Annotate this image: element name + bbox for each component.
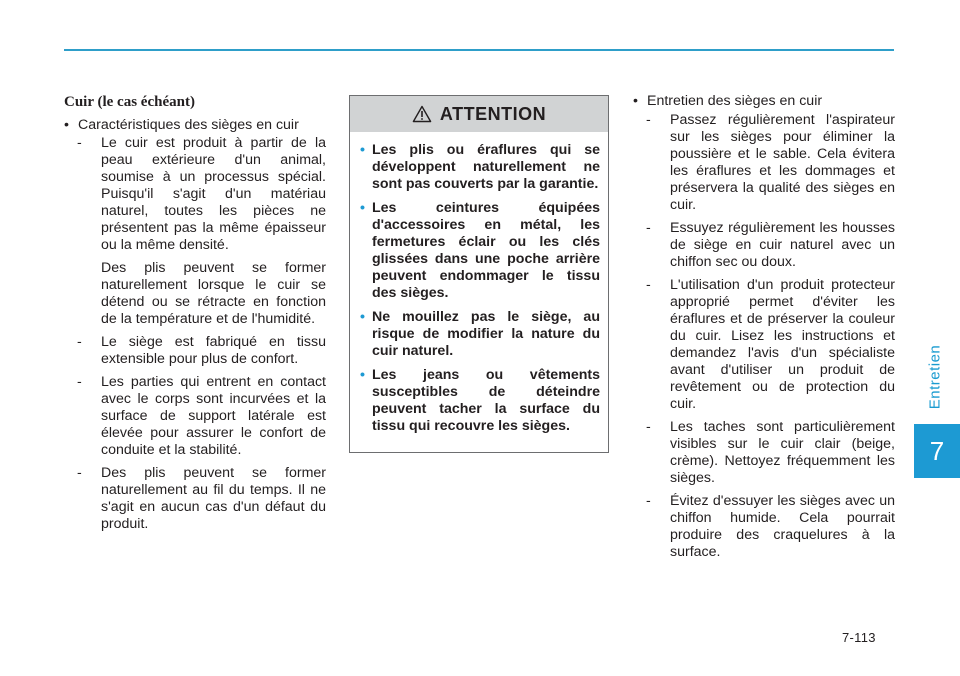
list-item — [646, 277, 895, 413]
list-item-text: Passez régulièrement l'aspirateur sur les sièges pour éliminer la poussière et le sable. Cela évitera les éraflures et les dommages et préservera la qualité des sièges en cuir. — [670, 112, 895, 213]
attention-box — [349, 95, 609, 453]
list-item — [646, 419, 895, 487]
list-item-text: Essuyez régulièrement les housses de siège en cuir naturel avec un chiffon sec ou doux. — [670, 220, 895, 270]
list-item-text: Les taches sont particulièrement visibles sur le cuir clair (beige, crème). Nettoyez fréquemment les sièges. — [670, 419, 895, 486]
list-item-text: Les parties qui entrent en contact avec le corps sont incurvées et la surface de support latérale est élevée pour assurer le confort de conduite et la stabilité. — [101, 374, 326, 458]
attention-title: ATTENTION — [439, 103, 547, 124]
attention-body — [350, 132, 608, 435]
top-rule — [64, 49, 894, 51]
dash-marker: - — [77, 334, 82, 350]
attention-item: • Ne mouillez pas le siège, au risque de modifier la nature du cuir naturel. — [360, 309, 600, 360]
dash-marker: - — [77, 374, 82, 390]
list-item — [646, 220, 895, 271]
dash-marker: - — [646, 220, 651, 236]
list-item — [77, 465, 326, 533]
bullet-item: • Caractéristiques des sièges en cuir — [64, 117, 326, 134]
section-heading: Cuir (le cas échéant) — [64, 94, 195, 110]
bullet-item: • Entretien des sièges en cuir — [633, 93, 895, 110]
list-item — [646, 493, 895, 561]
page-number: 7-113 — [842, 630, 876, 645]
list-item — [646, 112, 895, 214]
dash-marker: - — [646, 277, 651, 293]
left-column — [64, 93, 326, 539]
right-column — [633, 93, 895, 567]
list-item-text: Le cuir est produit à partir de la peau extérieure d'un animal, soumise à un processus spécial. Puisqu'il s'agit d'un matériau naturel, toutes les pièces ne présentent pas la même épaisseur ou la même densité. — [101, 135, 326, 253]
dash-marker: - — [646, 419, 651, 435]
chapter-tab: 7 — [914, 424, 960, 478]
attention-item: • Les ceintures équipées d'accessoires en métal, les fermetures éclair ou les clés glissées dans une poche arrière peuvent endommager le tissu des sièges. — [360, 200, 600, 302]
list-paragraph: Des plis peuvent se former naturellement lorsque le cuir se détend ou se rétracte en fonction de la température et de l'humidité. — [101, 260, 326, 327]
list-item-text: Des plis peuvent se former naturellement au fil du temps. Il ne s'agit en aucun cas d'un défaut du produit. — [101, 465, 326, 532]
list-item — [77, 334, 326, 368]
dash-marker: - — [646, 112, 651, 128]
list-item — [77, 135, 326, 254]
attention-item: • Les plis ou éraflures qui se développent naturellement ne sont pas couverts par la garantie. — [360, 142, 600, 193]
dash-marker: - — [646, 493, 651, 509]
attention-header — [350, 96, 608, 132]
dash-marker: - — [77, 465, 82, 481]
list-item-text: Le siège est fabriqué en tissu extensible pour plus de confort. — [101, 334, 326, 367]
warning-triangle-icon — [412, 105, 432, 123]
dash-marker: - — [77, 135, 82, 151]
list-item-text: L'utilisation d'un produit protecteur approprié permet d'éviter les éraflures et de préserver la couleur du cuir. Lisez les instructions et demandez l'avis d'un spécialiste avant d'utiliser un produit de revêtement ou de protection du cuir. — [670, 277, 895, 412]
chapter-label-text: Entretien — [926, 344, 944, 410]
attention-item: • Les jeans ou vêtements susceptibles de déteindre peuvent tacher la surface du tissu qui recouvre les sièges. — [360, 367, 600, 435]
list-item-text: Évitez d'essuyer les sièges avec un chiffon humide. Cela pourrait produire des craquelures à la surface. — [670, 493, 895, 560]
list-item — [77, 374, 326, 459]
chapter-side-label — [915, 332, 955, 422]
